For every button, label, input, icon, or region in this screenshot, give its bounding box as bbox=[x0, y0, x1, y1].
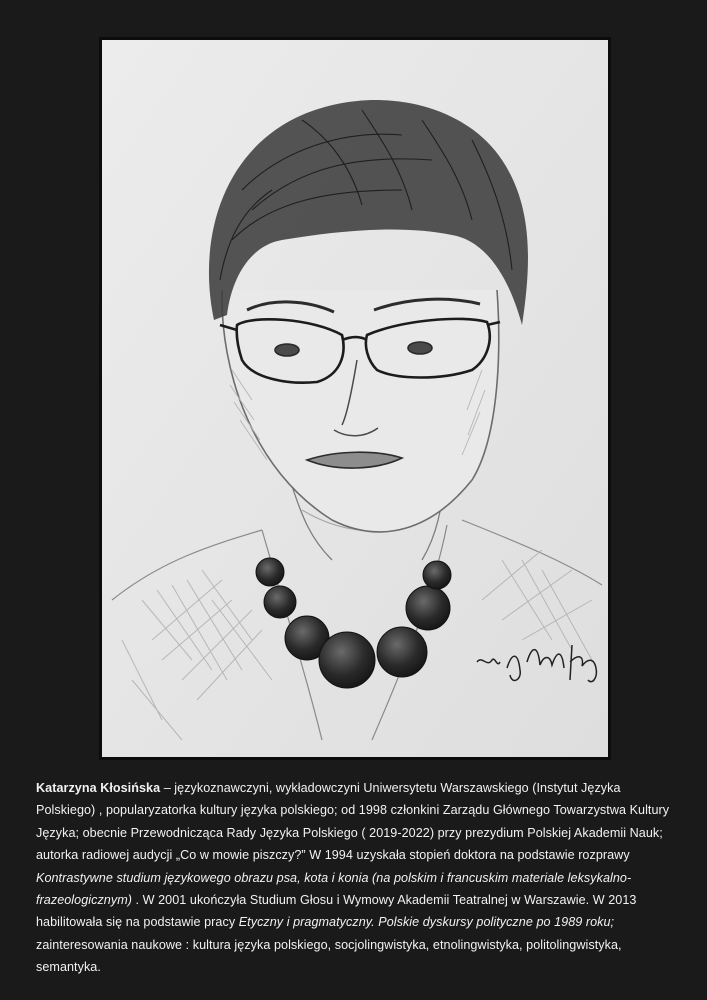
bio-text-part-1: – językoznawczyni, wykładowczyni Uniwersytetu Warszawskiego (Instytut Języka Polskiego) , popularyzatorka kultury języka polskiego; od 1998 członkini Zarządu Głównego Towarzystwa Kultury Języka; obecnie Przewodnicząca Rady Języka Polskiego ( 2019-2022) przy prezydium Polskiej Akademii Nauk; autorka radiowej audycji „Co w mowie piszczy?” W 1994 uzyskała stopień doktora na podstawie rozprawy bbox=[36, 781, 670, 863]
bio-text-part-3: zainteresowania naukowe : kultura języka polskiego, socjolingwistyka, etnolingwistyka, politolingwistyka, semantyka. bbox=[36, 937, 622, 975]
doctoral-thesis-title: Kontrastywne studium językowego obrazu psa, kota i konia (na polskim i francuskim materiale leksykalno-frazeologicznym) bbox=[36, 870, 632, 908]
habilitation-title: Etyczny i pragmatyczny. Polskie dyskursy polityczne po 1989 roku; bbox=[238, 915, 615, 930]
subject-name: Katarzyna Kłosińska bbox=[36, 781, 161, 795]
pencil-portrait-drawing bbox=[102, 40, 608, 757]
bio-text-part-2: . W 2001 ukończyła Studium Głosu i Wymowy Akademii Teatralnej w Warszawie. W 2013 habilitowała się na podstawie pracy bbox=[36, 893, 637, 930]
biography-caption bbox=[36, 777, 676, 979]
